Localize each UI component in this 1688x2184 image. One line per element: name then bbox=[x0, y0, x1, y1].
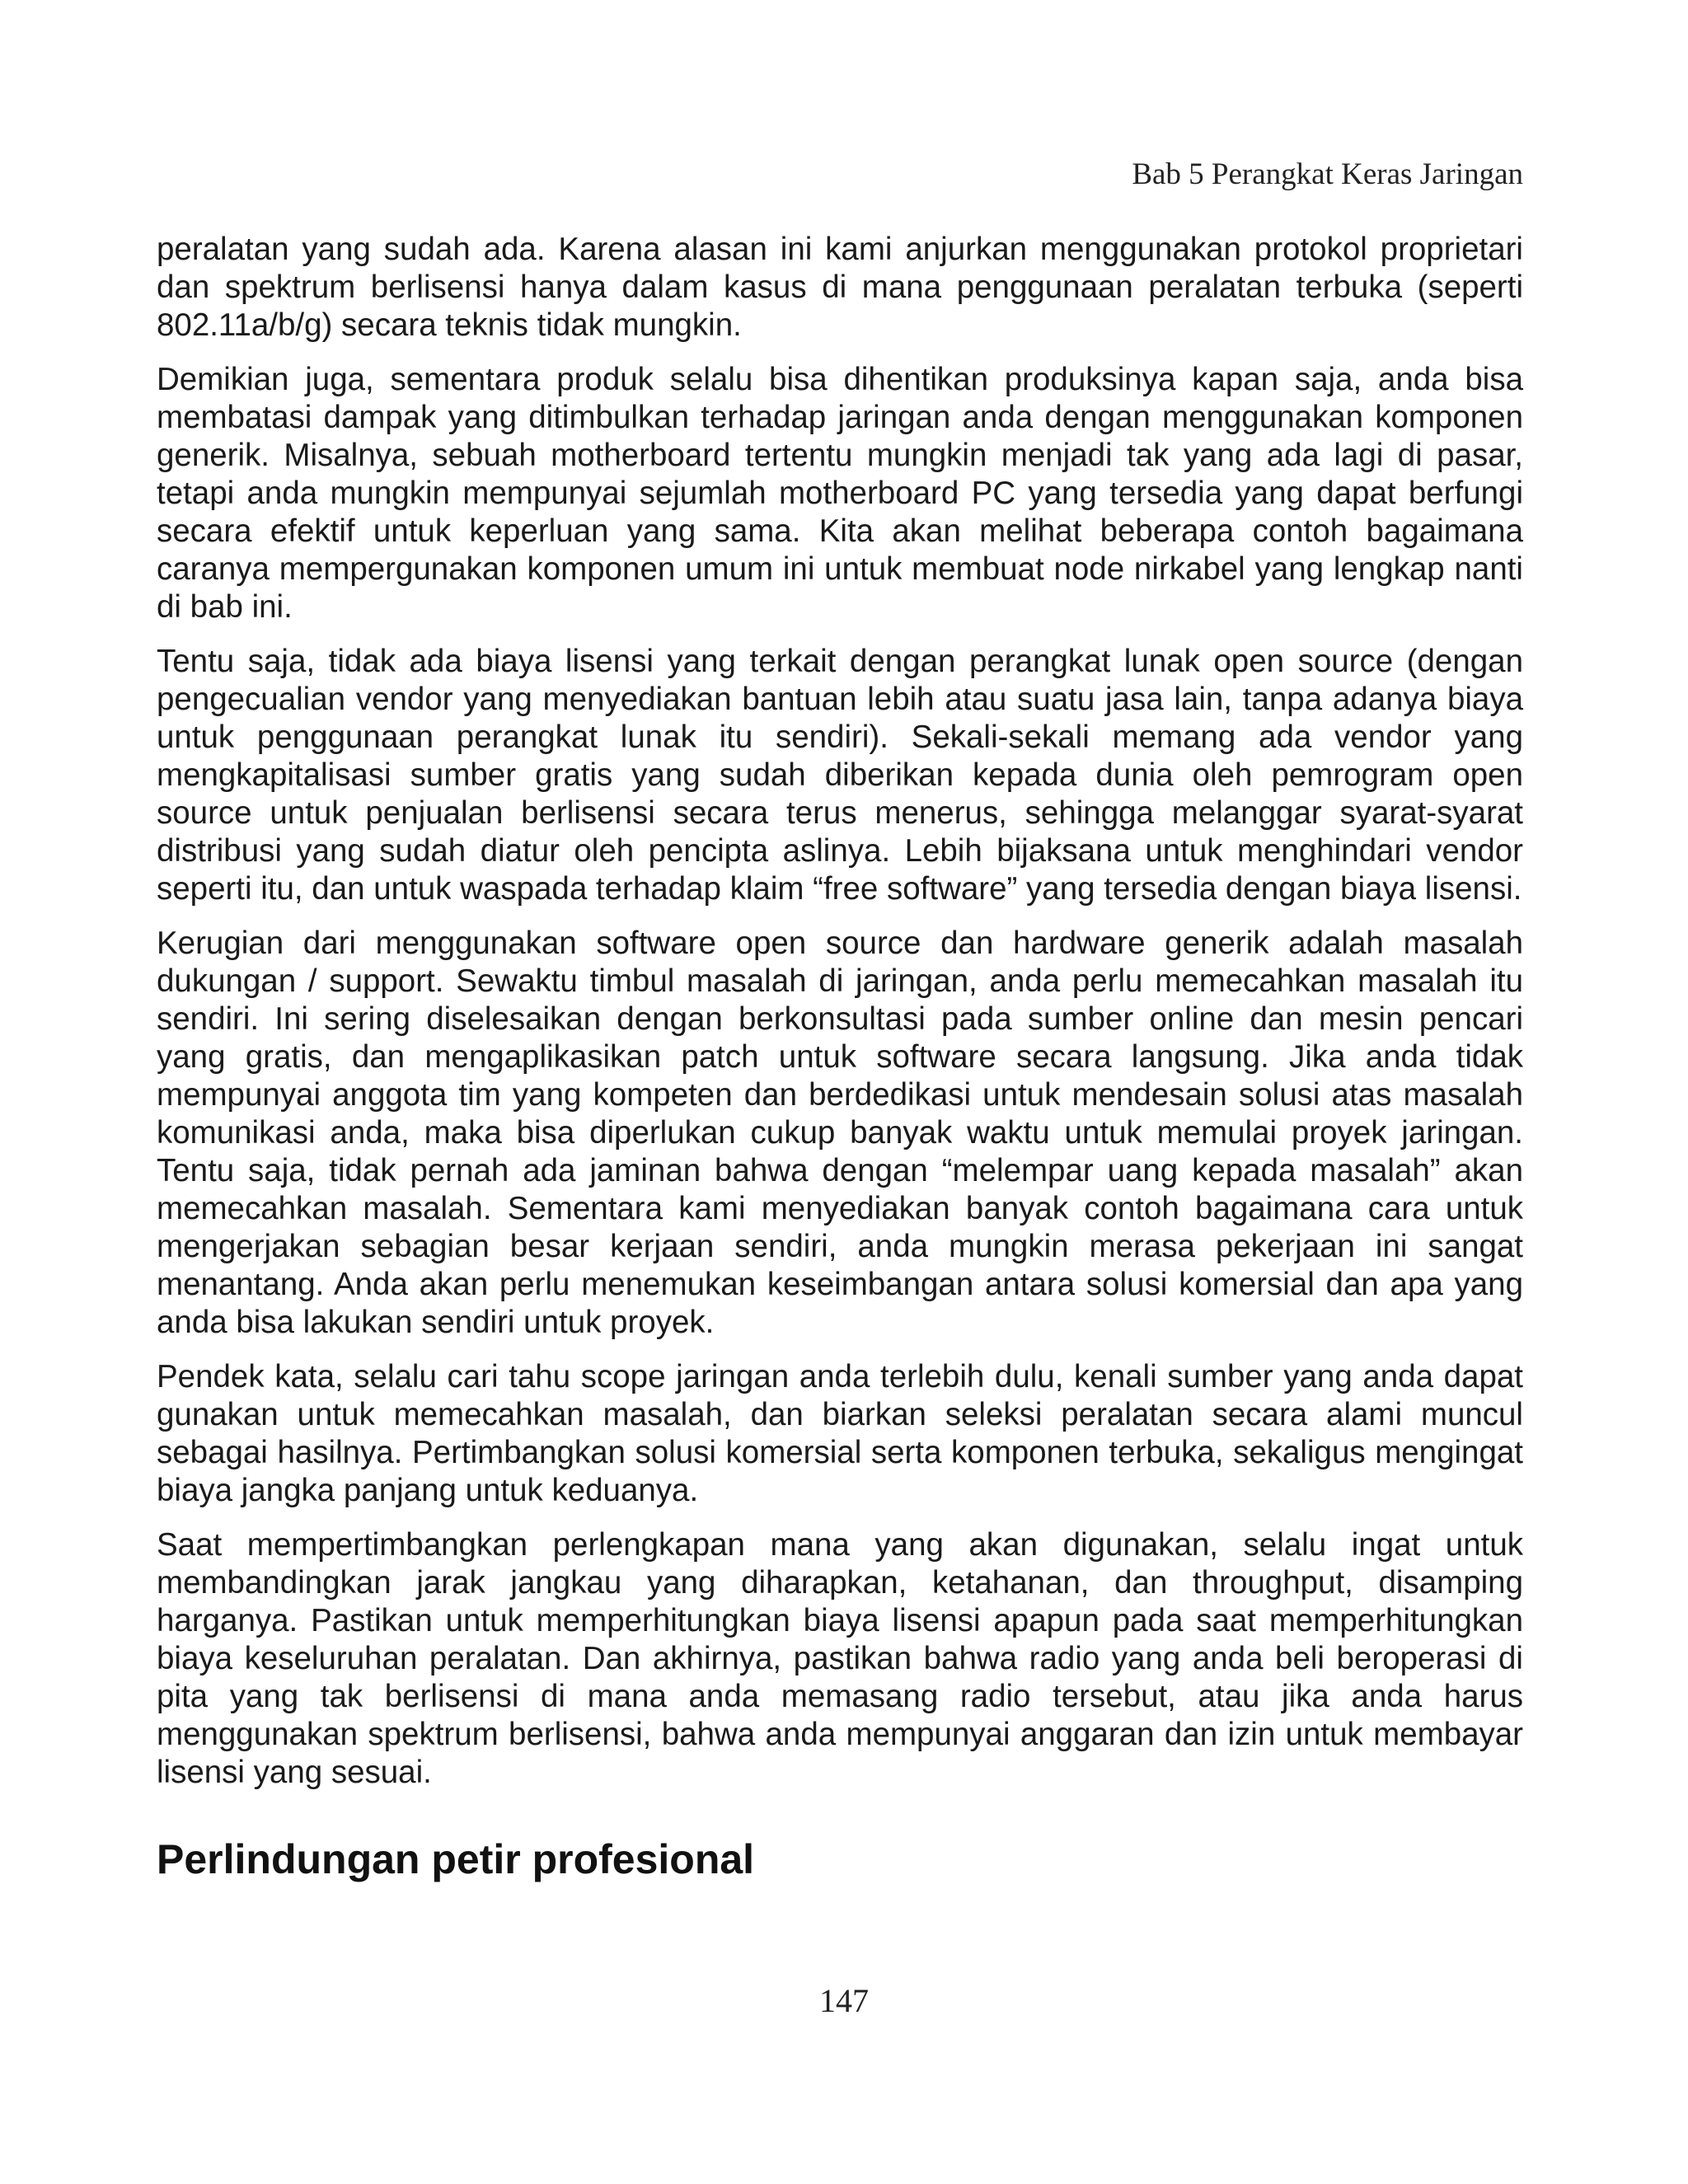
page-number: 147 bbox=[819, 1982, 869, 2019]
section-heading: Perlindungan petir profesional bbox=[157, 1836, 755, 1882]
paragraph-2: Demikian juga, sementara produk selalu bisa dihentikan produksinya kapan saja, anda bisa membatasi dampak yang ditimbulkan terhadap jaringan anda dengan menggunakan komponen generik. Misalnya, sebuah motherboard tertentu mungkin menjadi tak yang ada lagi di pasar, tetapi anda mungkin mempunyai sejumlah motherboard PC yang tersedia yang dapat berfungi secara efektif untuk keperluan yang sama. Kita akan melihat beberapa contoh bagaimana caranya mempergunakan komponen umum ini untuk membuat node nirkabel yang lengkap nanti di bab ini. bbox=[157, 362, 1523, 625]
paragraph-6: Saat mempertimbangkan perlengkapan mana yang akan digunakan, selalu ingat untuk membandingkan jarak jangkau yang diharapkan, ketahanan, dan throughput, disamping harganya. Pastikan untuk memperhitungkan biaya lisensi apapun pada saat memperhitungkan biaya keseluruhan peralatan. Dan akhirnya, pastikan bahwa radio yang anda beli beroperasi di pita yang tak berlisensi di mana anda memasang radio tersebut, atau jika anda harus menggunakan spektrum berlisensi, bahwa anda mempunyai anggaran dan izin untuk membayar lisensi yang sesuai. bbox=[157, 1527, 1523, 1790]
paragraph-1: peralatan yang sudah ada. Karena alasan ini kami anjurkan menggunakan protokol proprietari dan spektrum berlisensi hanya dalam kasus di mana penggunaan peralatan terbuka (seperti 802.11a/b/g) secara teknis tidak mungkin. bbox=[157, 232, 1523, 343]
paragraph-5: Pendek kata, selalu cari tahu scope jaringan anda terlebih dulu, kenali sumber yang anda dapat gunakan untuk memecahkan masalah, dan biarkan seleksi peralatan secara alami muncul sebagai hasilnya. Pertimbangkan solusi komersial serta komponen terbuka, sekaligus mengingat biaya jangka panjang untuk keduanya. bbox=[157, 1359, 1523, 1508]
running-header: Bab 5 Perangkat Keras Jaringan bbox=[1132, 157, 1523, 191]
paragraph-3: Tentu saja, tidak ada biaya lisensi yang terkait dengan perangkat lunak open source (dengan pengecualian vendor yang menyediakan bantuan lebih atau suatu jasa lain, tanpa adanya biaya untuk penggunaan perangkat lunak itu sendiri). Sekali-sekali memang ada vendor yang mengkapitalisasi sumber gratis yang sudah diberikan kepada dunia oleh pemrogram open source untuk penjualan berlisensi secara terus menerus, sehingga melanggar syarat-syarat distribusi yang sudah diatur oleh pencipta aslinya. Lebih bijaksana untuk menghindari vendor seperti itu, dan untuk waspada terhadap klaim “free software” yang tersedia dengan biaya lisensi. bbox=[157, 644, 1523, 907]
paragraph-4: Kerugian dari menggunakan software open source dan hardware generik adalah masalah dukungan / support. Sewaktu timbul masalah di jaringan, anda perlu memecahkan masalah itu sendiri. Ini sering diselesaikan dengan berkonsultasi pada sumber online dan mesin pencari yang gratis, dan mengaplikasikan patch untuk software secara langsung. Jika anda tidak mempunyai anggota tim yang kompeten dan berdedikasi untuk mendesain solusi atas masalah komunikasi anda, maka bisa diperlukan cukup banyak waktu untuk memulai proyek jaringan. Tentu saja, tidak pernah ada jaminan bahwa dengan “melempar uang kepada masalah” akan memecahkan masalah. Sementara kami menyediakan banyak contoh bagaimana cara untuk mengerjakan sebagian besar kerjaan sendiri, anda mungkin merasa pekerjaan ini sangat menantang. Anda akan perlu menemukan keseimbangan antara solusi komersial dan apa yang anda bisa lakukan sendiri untuk proyek. bbox=[157, 926, 1523, 1340]
page-body bbox=[157, 231, 1523, 1884]
